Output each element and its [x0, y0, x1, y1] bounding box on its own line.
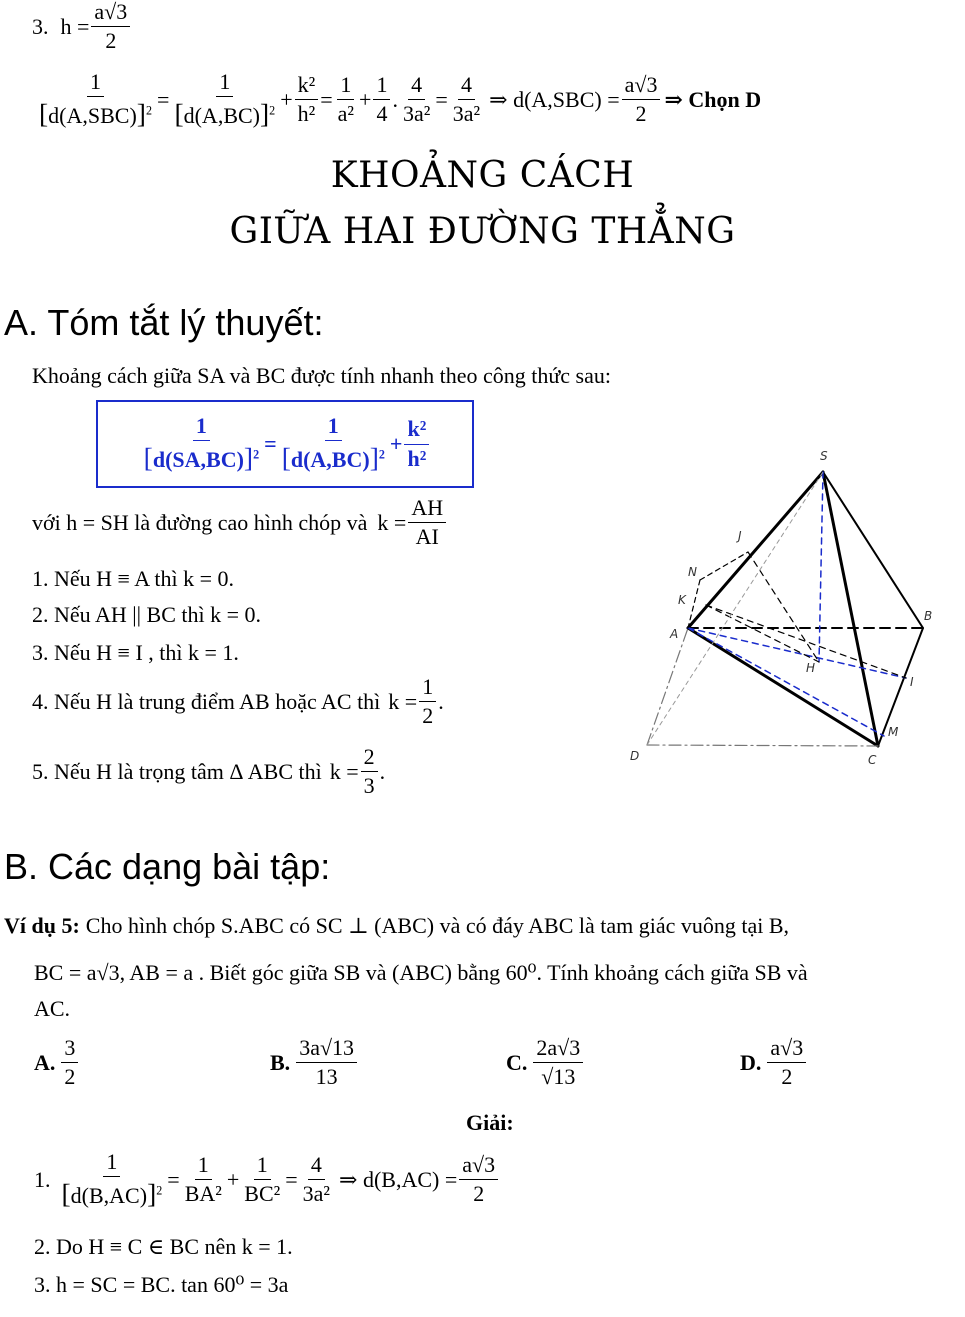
step-1-den3: BC²: [244, 1181, 281, 1207]
frac-k2: k²: [295, 73, 319, 100]
case-1: 1. Nếu H ≡ A thì k = 0.: [32, 566, 235, 591]
case-4-num: 1: [419, 675, 436, 702]
option-d: [740, 1036, 808, 1089]
option-c-num: 2a√3: [533, 1036, 583, 1063]
title-line-1: KHOẢNG CÁCH: [330, 155, 635, 196]
frac-lhs: [36, 70, 155, 129]
result-num: a√3: [622, 73, 661, 100]
item-3-denominator: 2: [105, 28, 117, 54]
example-line-3: AC.: [34, 996, 71, 1021]
where-den: AI: [415, 524, 439, 550]
frac-quarter: [373, 73, 390, 126]
line-AM: [688, 628, 884, 736]
label-B: B: [924, 609, 933, 623]
option-d-num: a√3: [767, 1036, 806, 1063]
option-c-fraction: [533, 1036, 583, 1089]
frac-3a2: 3a²: [402, 101, 431, 127]
option-c: [506, 1036, 585, 1089]
section-b-heading: B. Các dạng bài tập:: [4, 846, 331, 887]
step-1-num1: 1: [103, 1150, 120, 1177]
step-1-num4: 4: [308, 1153, 325, 1180]
where-num: AH: [408, 496, 446, 523]
box-frac-lhs-num: 1: [193, 414, 210, 441]
case-4-den: 2: [422, 703, 434, 729]
option-d-den: 2: [781, 1064, 793, 1090]
result-den: 2: [635, 101, 647, 127]
label-S: S: [820, 449, 828, 463]
formula-box: $\frac{1}{[d(SA,BC)]^2}$ = $\frac{1}{[d(A,BC)]^2}$ + $\frac{\text{k²}}{\text{h²}}$: [96, 400, 474, 488]
where-text: với h = SH là đường cao hình chóp và: [32, 509, 368, 535]
step-1-rnum: a√3: [459, 1153, 498, 1180]
example-line-1: [4, 913, 789, 939]
where-fraction: [408, 496, 446, 549]
option-b-den: 13: [315, 1064, 338, 1090]
label-I: I: [910, 675, 914, 689]
step-1-frac-bc2: [241, 1153, 283, 1206]
step-1-num2: 1: [195, 1153, 212, 1180]
frac-1-a2: [335, 73, 357, 126]
case-5: 5. Nếu H là trọng tâm Δ ABC thì k = $\frac{2}{3}$ .: [32, 744, 386, 799]
option-b-num: 3a√13: [296, 1036, 357, 1063]
case-5-num: 2: [361, 745, 378, 772]
case-5-k: k =: [329, 758, 359, 784]
frac-4: 4: [408, 73, 425, 100]
option-b-label: B.: [270, 1049, 291, 1075]
step-1-den2: BA²: [184, 1181, 222, 1207]
box-frac-rhs-den: $[d(A,BC)]^2$: [281, 442, 385, 474]
step-1-label: 1.: [34, 1166, 51, 1192]
case-5-den: 3: [363, 773, 375, 799]
item-3-fraction: [91, 0, 130, 53]
option-c-den: √13: [541, 1064, 576, 1090]
solution-step-1: 1. $\frac{1}{[d(B,AC)]^2}$ = $\frac{1}{\text{BA²}}$ + $\frac{1}{\text{BC²}}$ = $\frac{4}{\text{3a²}}$ ⇒ d(B,AC) = $\frac{a√3}{2}$: [34, 1150, 500, 1209]
frac-rhs1: [171, 70, 278, 129]
case-4: 4. Nếu H là trung điểm AB hoặc AC thì k = $\frac{1}{2}$ .: [32, 674, 444, 729]
edge-SA: [688, 472, 823, 628]
step-1-result-fraction: [459, 1153, 498, 1206]
height-SH: [819, 472, 823, 662]
option-a-fraction: [61, 1036, 78, 1089]
frac-a2: a²: [337, 101, 355, 127]
option-a-label: A.: [34, 1049, 56, 1075]
line-KH: [706, 605, 819, 662]
result-fraction: [622, 73, 661, 126]
box-frac-k2h2: [404, 417, 429, 470]
label-H: H: [806, 661, 816, 675]
label-M: M: [888, 725, 899, 739]
item-3-lhs: h =: [60, 13, 90, 39]
where-k: k =: [377, 509, 407, 535]
frac-1: 1: [337, 73, 354, 100]
step-1-frac-4-3a2: [300, 1153, 333, 1206]
pyramid-figure: [620, 440, 940, 770]
case-4-text: 4. Nếu H là trung điểm AB hoặc AC thì: [32, 688, 381, 714]
frac-quarter-num: 1: [373, 73, 390, 100]
box-frac-lhs: [141, 414, 262, 473]
option-a: [34, 1036, 80, 1089]
distance-formula-line: $\frac{1}{[d(A,SBC)]^2}$ = $\frac{1}{[d(A,BC)]^2}$ + $\frac{\text{k²}}{\text{h²}}$ = $\frac{1}{\text{a²}}$ + $\frac{1}{4}$ . $\frac{4}{\text{3a²}}$ = $\frac{4}{\text{3a²}}$ ⇒ d(A,SBC) = $\frac{a√3}{2}$ ⇒ Chọn D: [34, 70, 761, 129]
step-1-frac-ba2: [182, 1153, 225, 1206]
item-3-label: 3.: [32, 13, 49, 39]
frac-4-3a2: [400, 73, 433, 126]
frac-quarter-den: 4: [376, 101, 388, 127]
option-d-label: D.: [740, 1049, 762, 1075]
box-frac-rhs-num: 1: [325, 414, 342, 441]
label-N: N: [688, 565, 697, 579]
frac-4-3a2-b: [450, 73, 483, 126]
step-1-den1: $[d(B,AC)]^2$: [61, 1178, 163, 1210]
edge-BC: [878, 628, 923, 746]
step-1-frac-lhs: [59, 1150, 166, 1209]
box-frac-lhs-den: $[d(SA,BC)]^2$: [143, 442, 260, 474]
step-1-den4: 3a²: [302, 1181, 331, 1207]
step-1-result: ⇒ d(B,AC) =: [339, 1166, 458, 1192]
step-1-num3: 1: [254, 1153, 271, 1180]
label-C: C: [868, 753, 877, 767]
frac-rhs1-den-text: d(A,BC): [183, 103, 260, 129]
box-h2: h²: [407, 445, 427, 471]
frac-rhs1-num: 1: [216, 70, 233, 97]
frac-3a2-b: 3a²: [452, 101, 481, 127]
box-frac-lhs-den-text: d(SA,BC): [152, 447, 244, 473]
example-line-2: BC = a√3, AB = a . Biết góc giữa SB và (ABC) bằng 60⁰. Tính khoảng cách giữa SB và: [34, 960, 808, 985]
option-a-den: 2: [64, 1064, 76, 1090]
case-3: 3. Nếu H ≡ I , thì k = 1.: [32, 640, 239, 665]
option-b-fraction: [296, 1036, 357, 1089]
frac-lhs-den: $[d(A,SBC)]^2$: [39, 98, 153, 130]
option-d-fraction: [767, 1036, 806, 1089]
box-k2: k²: [404, 417, 429, 444]
example-label: Ví dụ 5:: [4, 913, 80, 938]
case-4-fraction: [419, 675, 436, 728]
line-DS: [647, 472, 823, 745]
title-line-2: GIỮA HAI ĐƯỜNG THẲNG: [229, 211, 736, 252]
solution-label: Giải:: [466, 1110, 514, 1135]
frac-h2: h²: [297, 101, 316, 127]
item-3-line: [32, 0, 132, 53]
box-frac-rhs: [279, 414, 388, 473]
frac-k2-h2: [295, 73, 319, 126]
label-K: K: [678, 593, 686, 607]
step-1-den1-text: d(B,AC): [70, 1183, 148, 1209]
line-JH: [748, 552, 819, 662]
item-3-numerator: a√3: [91, 0, 130, 27]
solution-step-3: 3. h = SC = BC. tan 60⁰ = 3a: [34, 1272, 289, 1297]
result-lhs: ⇒ d(A,SBC) =: [489, 86, 620, 112]
edge-AC: [688, 628, 878, 746]
example-text-1: Cho hình chóp S.ABC có SC ⊥ (ABC) và có đáy ABC là tam giác vuông tại B,: [85, 913, 790, 938]
frac-rhs1-den: $[d(A,BC)]^2$: [174, 98, 276, 130]
line-DA: [647, 628, 688, 745]
option-c-label: C.: [506, 1049, 528, 1075]
where-line: [32, 496, 448, 549]
choose-answer: ⇒ Chọn D: [664, 86, 762, 112]
line-AI: [688, 628, 906, 678]
case-2: 2. Nếu AH || BC thì k = 0.: [32, 602, 262, 627]
case-4-k: k =: [388, 688, 418, 714]
frac-lhs-den-text: d(A,SBC): [48, 103, 137, 129]
case-5-text: 5. Nếu H là trọng tâm Δ ABC thì: [32, 758, 322, 784]
solution-step-2: 2. Do H ≡ C ∈ BC nên k = 1.: [34, 1234, 293, 1259]
frac-lhs-num: 1: [87, 70, 104, 97]
label-J: J: [738, 529, 742, 543]
section-a-intro: Khoảng cách giữa SA và BC được tính nhanh theo công thức sau:: [32, 363, 611, 388]
option-a-num: 3: [61, 1036, 78, 1063]
section-a-heading: A. Tóm tắt lý thuyết:: [4, 302, 324, 343]
case-5-fraction: [361, 745, 378, 798]
step-1-rden: 2: [473, 1181, 485, 1207]
frac-4-b: 4: [458, 73, 475, 100]
label-D: D: [630, 749, 640, 763]
line-DC: [647, 745, 878, 746]
option-b: [270, 1036, 359, 1089]
label-A: A: [670, 627, 679, 641]
box-frac-rhs-den-text: d(A,BC): [290, 447, 370, 473]
